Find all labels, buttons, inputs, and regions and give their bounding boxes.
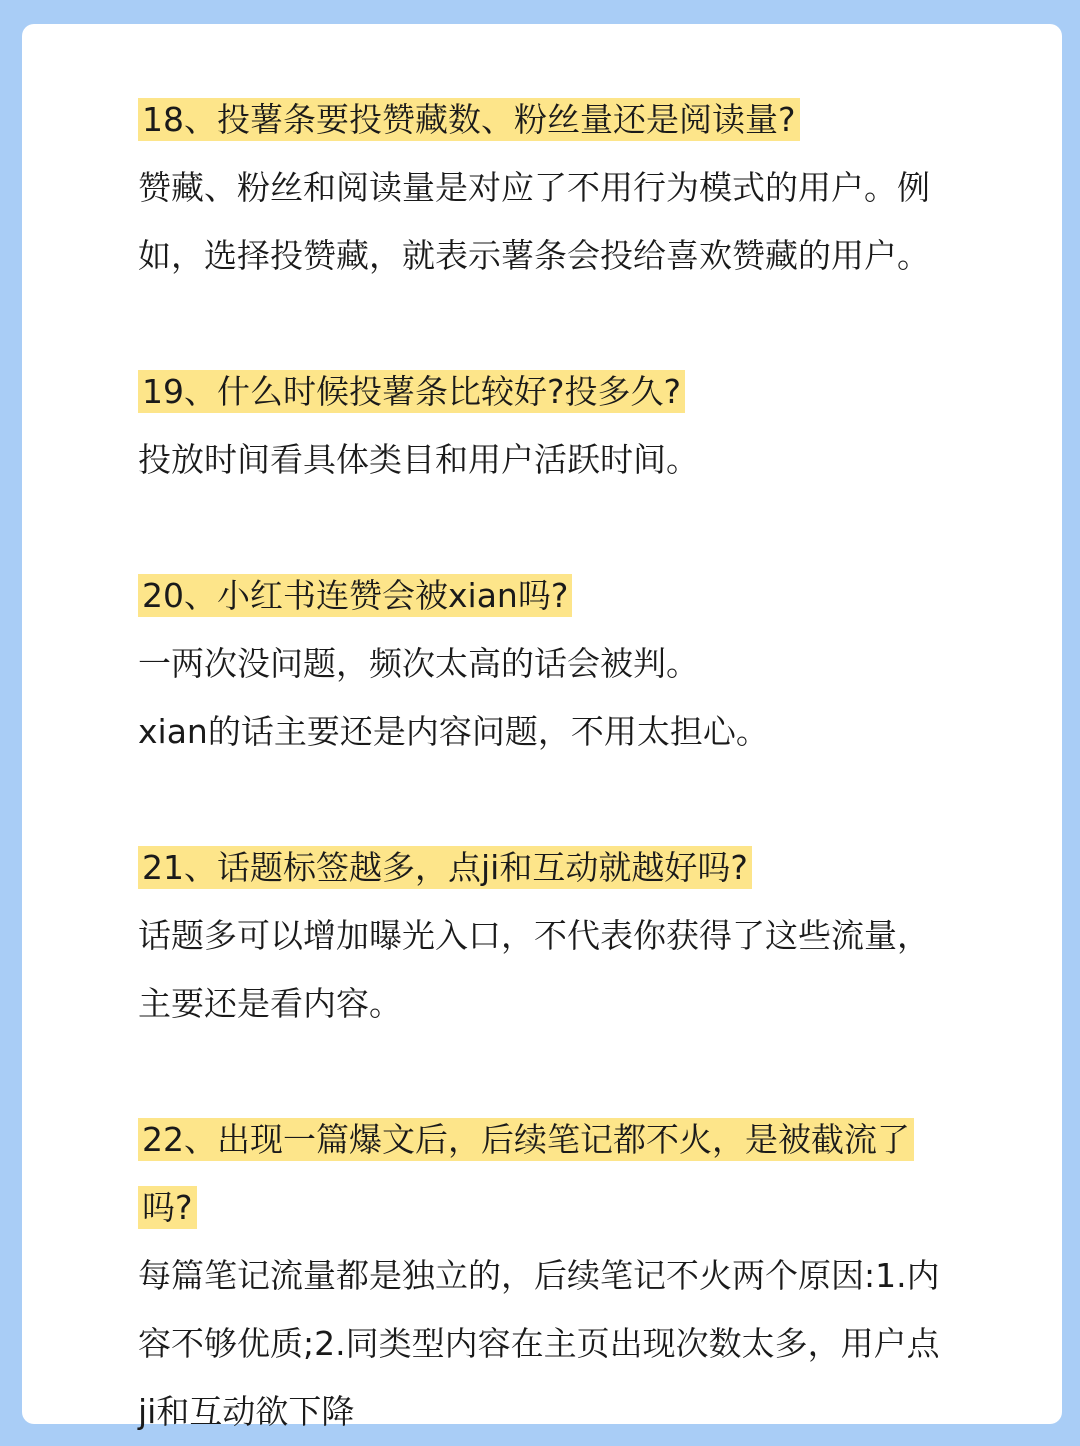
qa-item-18 bbox=[138, 86, 998, 290]
question-20-text: 20、小红书连赞会被xian吗? bbox=[138, 574, 572, 617]
answer-22-line-1: 每篇笔记流量都是独立的，后续笔记不火两个原因:1.内 bbox=[138, 1256, 940, 1295]
question-21-text: 21、话题标签越多，点ji和互动就越好吗? bbox=[138, 846, 752, 889]
answer-20-line-1: 一两次没问题，频次太高的话会被判。 bbox=[138, 644, 699, 683]
question-20 bbox=[138, 562, 998, 630]
question-18 bbox=[138, 86, 998, 154]
question-19-text: 19、什么时候投薯条比较好?投多久? bbox=[138, 370, 685, 413]
question-18-text: 18、投薯条要投赞藏数、粉丝量还是阅读量? bbox=[138, 98, 800, 141]
question-22 bbox=[138, 1106, 958, 1242]
qa-item-19 bbox=[138, 358, 998, 494]
question-22-text: 22、出现一篇爆文后，后续笔记都不火，是被截流了吗? bbox=[138, 1118, 914, 1229]
qa-item-22 bbox=[138, 1106, 998, 1446]
answer-18-line-2: 如，选择投赞藏，就表示薯条会投给喜欢赞藏的用户。 bbox=[138, 236, 930, 275]
answer-20-line-2: xian的话主要还是内容问题，不用太担心。 bbox=[138, 712, 769, 751]
answer-22-line-2: 容不够优质;2.同类型内容在主页出现次数太多，用户点 bbox=[138, 1324, 940, 1363]
question-19 bbox=[138, 358, 998, 426]
qa-list bbox=[138, 86, 998, 1446]
qa-item-20 bbox=[138, 562, 998, 766]
answer-22-line-3: ji和互动欲下降 bbox=[138, 1392, 355, 1431]
answer-19-line-1: 投放时间看具体类目和用户活跃时间。 bbox=[138, 440, 699, 479]
answer-21-line-2: 主要还是看内容。 bbox=[138, 984, 402, 1023]
content-card bbox=[22, 24, 1062, 1431]
answer-18-line-1: 赞藏、粉丝和阅读量是对应了不用行为模式的用户。例 bbox=[138, 168, 930, 207]
qa-item-21 bbox=[138, 834, 998, 1038]
question-21 bbox=[138, 834, 998, 902]
answer-21-line-1: 话题多可以增加曝光入口，不代表你获得了这些流量， bbox=[138, 916, 930, 955]
